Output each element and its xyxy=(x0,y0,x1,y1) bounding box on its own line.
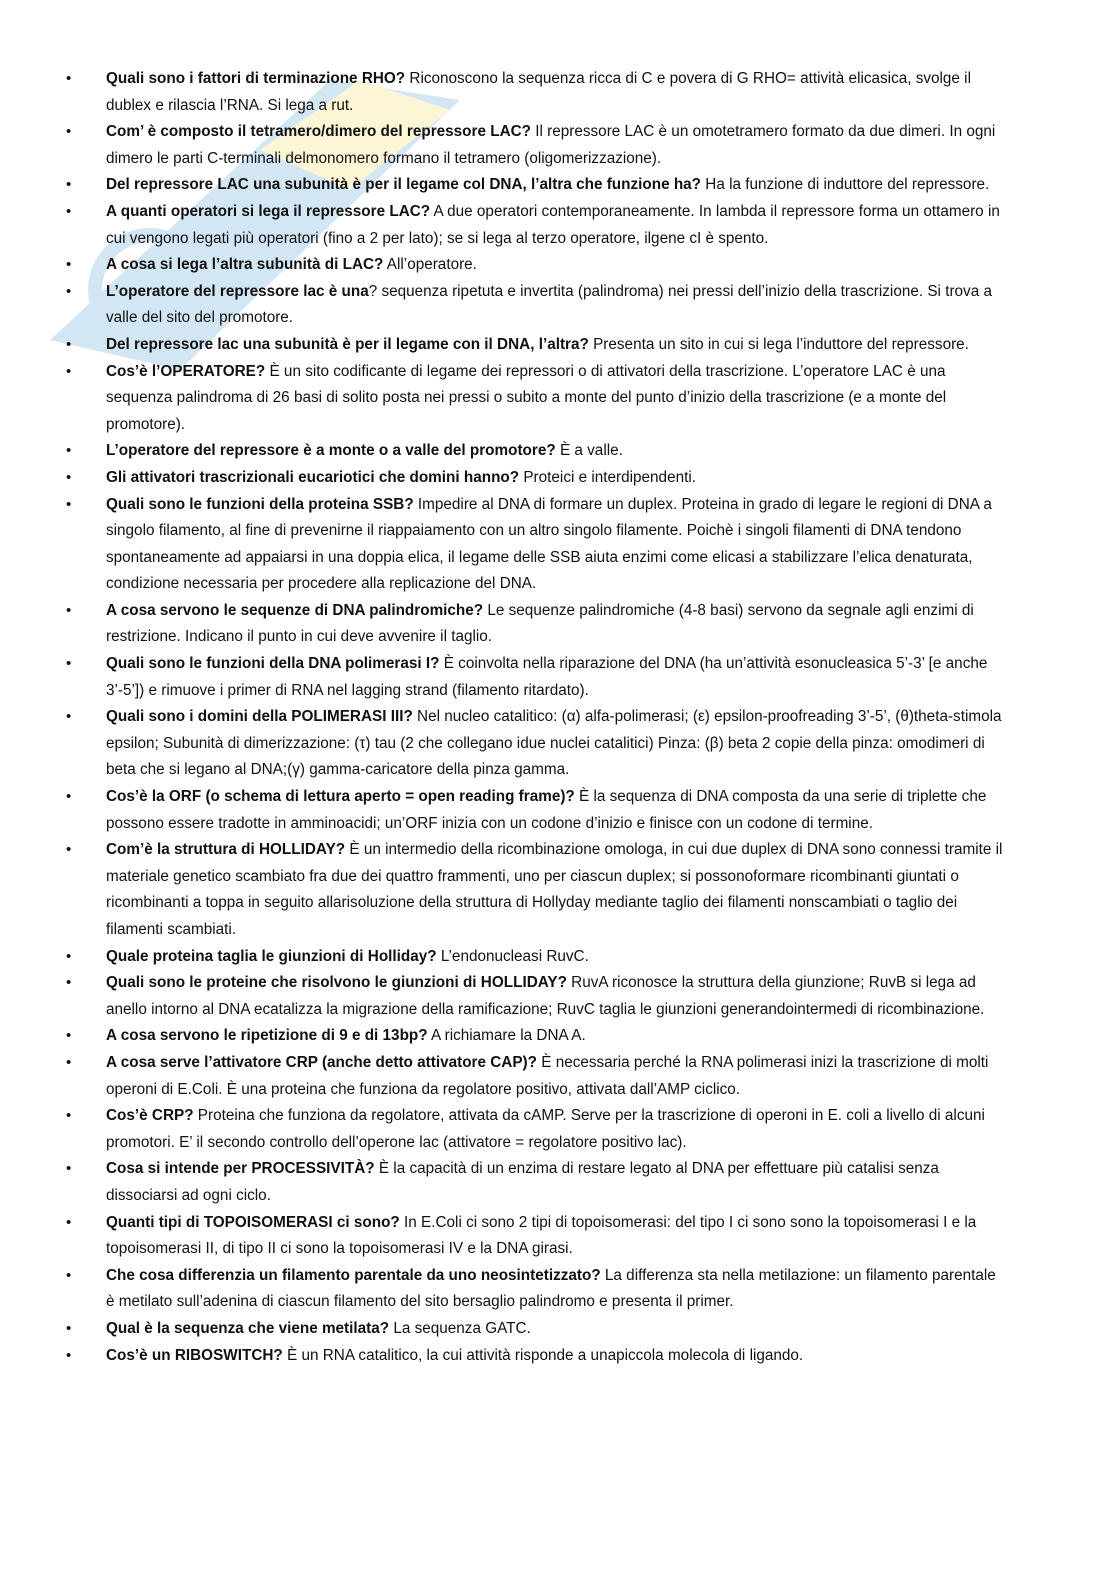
bullet-icon: • xyxy=(66,1319,72,1337)
list-item xyxy=(0,784,1116,837)
question-text: Quali sono le funzioni della DNA polimerasi I? xyxy=(106,655,440,673)
list-item xyxy=(0,598,1116,651)
bullet-icon: • xyxy=(66,788,72,806)
list-item xyxy=(0,66,1116,119)
answer-text: È un sito codificante di legame dei repressori o di attivatori della trascrizione. L’operatore LAC è una sequenza palindroma di 26 basi di solito posta nei pressi o subito a monte del punto d’inizio della trascrizione (e a monte del promotore). xyxy=(106,362,947,433)
list-item xyxy=(0,1343,1116,1370)
answer-text: È necessaria perché la RNA polimerasi inizi la trascrizione di molti operoni di E.Coli. È una proteina che funziona da regolatore positivo, attivata dall’AMP ciclico. xyxy=(106,1053,989,1098)
answer-text: È a valle. xyxy=(555,442,623,460)
question-text: L’operatore del repressore è a monte o a valle del promotore? xyxy=(106,442,556,460)
list-item xyxy=(0,172,1116,199)
answer-text: A richiamare la DNA A. xyxy=(427,1027,586,1045)
list-item xyxy=(0,1210,1116,1263)
bullet-icon: • xyxy=(66,495,72,513)
bullet-icon: • xyxy=(66,947,72,965)
answer-text: RuvA riconosce la struttura della giunzione; RuvB si lega ad anello intorno al DNA ecatalizza la migrazione della ramificazione; RuvC taglia le giunzioni generandointermedi di ricombinazione. xyxy=(106,974,985,1018)
bullet-icon: • xyxy=(66,70,72,87)
list-item xyxy=(0,837,1116,943)
bullet-icon: • xyxy=(66,335,72,353)
list-item xyxy=(0,252,1116,279)
answer-text: Il repressore LAC è un omotetramero formato da due dimeri. In ogni dimero le parti C-terminali delmonomero formano il tetramero (oligomerizzazione). xyxy=(106,123,996,167)
document-page xyxy=(0,66,1116,1369)
bullet-icon: • xyxy=(66,202,72,220)
list-item xyxy=(0,492,1116,598)
answer-text: Presenta un sito in cui si lega l’induttore del repressore. xyxy=(588,335,969,353)
question-text: Quanti tipi di TOPOISOMERASI ci sono? xyxy=(106,1213,400,1231)
question-text: Del repressore LAC una subunità è per il legame col DNA, l’altra che funzione ha? xyxy=(106,176,702,194)
list-item xyxy=(0,1023,1116,1050)
bullet-icon: • xyxy=(66,1346,72,1364)
question-text: A quanti operatori si lega il repressore LAC? xyxy=(106,202,431,220)
question-text: Quali sono le funzioni della proteina SSB? xyxy=(106,495,414,513)
qa-list xyxy=(0,66,1116,1369)
bullet-icon: • xyxy=(66,468,72,486)
bullet-icon: • xyxy=(66,256,72,274)
list-item xyxy=(0,1050,1116,1103)
answer-text: È coinvolta nella riparazione del DNA (ha un’attività esonucleasica 5’-3’ [e anche 3’-5’]) e rimuove i primer di RNA nel lagging strand (filamento ritardato). xyxy=(106,655,988,699)
answer-text: Nel nucleo catalitico: (α) alfa-polimerasi; (ε) epsilon-proofreading 3’-5’, (θ)theta-stimola epsilon; Subunità di dimerizzazione: (τ) tau (2 che collegano idue nuclei catalitici) Pinza: (β) beta 2 copie della pinza: omodimeri di beta che si legano al DNA;(γ) gamma-caricatore della pinza gamma. xyxy=(106,708,1002,779)
question-text: A cosa servono le ripetizione di 9 e di 13bp? xyxy=(106,1027,428,1045)
question-text: A cosa servono le sequenze di DNA palindromiche? xyxy=(106,601,484,619)
answer-text: Impedire al DNA di formare un duplex. Proteina in grado di legare le regioni di DNA a singolo filamento, al fine di prevenirne il riappaiamento con un altro singolo filamente. Poichè i singoli filamenti di DNA tendono spontaneamente ad appaiarsi in una doppia elica, il legame delle SSB aiuta enzimi come elicasi a stabilizzare l’elica denaturata, condizione necessaria per procedere alla replicazione del DNA. xyxy=(106,495,992,593)
list-item xyxy=(0,359,1116,439)
bullet-icon: • xyxy=(66,176,72,194)
answer-text: In E.Coli ci sono 2 tipi di topoisomerasi: del tipo I ci sono sono la topoisomerasi I e la topoisomerasi II, di tipo II ci sono la topoisomerasi IV e la DNA girasi. xyxy=(106,1213,977,1258)
answer-text: Ha la funzione di induttore del repressore. xyxy=(701,176,990,194)
bullet-icon: • xyxy=(66,1213,72,1231)
question-text: Quali sono i domini della POLIMERASI III? xyxy=(106,708,413,726)
list-item xyxy=(0,199,1116,252)
list-item xyxy=(0,1316,1116,1343)
question-text: Quale proteina taglia le giunzioni di Holliday? xyxy=(106,947,437,965)
question-text: Che cosa differenzia un filamento parentale da uno neosintetizzato? xyxy=(106,1266,601,1284)
question-text: Com’è la struttura di HOLLIDAY? xyxy=(106,841,346,859)
bullet-icon: • xyxy=(66,1160,72,1178)
question-text: Del repressore lac una subunità è per il legame con il DNA, l’altra? xyxy=(106,335,589,353)
answer-text: È un intermedio della ricombinazione omologa, in cui due duplex di DNA sono connessi tramite il materiale genetico scambiato fra due dei quattro frammenti, uno per ciascun duplex; si possonoformare ricombinanti giuntati o ricombinanti a toppa in seguito allarisoluzione della struttura di Hollyday mediante taglio dei filamenti nonscambiati o taglio dei filamenti scambiati. xyxy=(106,841,1003,938)
list-item xyxy=(0,465,1116,492)
answer-text: La differenza sta nella metilazione: un filamento parentale è metilato sull’adenina di ciascun filamento del sito bersaglio palindromo e presenta il primer. xyxy=(106,1266,996,1311)
answer-text: È la sequenza di DNA composta da una serie di triplette che possono essere tradotte in amminoacidi; un’ORF inizia con un codone d’inizio e finisce con un codone di termine. xyxy=(106,788,987,832)
bullet-icon: • xyxy=(66,1107,72,1125)
bullet-icon: • xyxy=(66,974,72,992)
question-text: Cos’è CRP? xyxy=(106,1107,194,1125)
list-item xyxy=(0,279,1116,332)
question-text: Quali sono i fattori di terminazione RHO? xyxy=(106,70,406,87)
answer-text: A due operatori contemporaneamente. In lambda il repressore forma un ottamero in cui vengono legati più operatori (fino a 2 per lato); se si lega al terzo operatore, ilgene cI è spento. xyxy=(106,202,1000,247)
answer-text: All’operatore. xyxy=(383,256,477,274)
bullet-icon: • xyxy=(66,708,72,726)
bullet-icon: • xyxy=(66,841,72,859)
question-text: Qual è la sequenza che viene metilata? xyxy=(106,1319,390,1337)
answer-text: L’endonucleasi RuvC. xyxy=(436,947,589,965)
question-text: Cos’è l’OPERATORE? xyxy=(106,362,266,380)
list-item xyxy=(0,438,1116,465)
list-item xyxy=(0,119,1116,172)
question-text: L’operatore del repressore lac è una xyxy=(106,282,369,300)
question-text: Com’ è composto il tetramero/dimero del repressore LAC? xyxy=(106,123,532,141)
bullet-icon: • xyxy=(66,362,72,380)
answer-text: La sequenza GATC. xyxy=(389,1319,531,1337)
bullet-icon: • xyxy=(66,123,72,141)
list-item xyxy=(0,651,1116,704)
answer-text: È un RNA catalitico, la cui attività risponde a unapiccola molecola di ligando. xyxy=(282,1346,804,1364)
list-item xyxy=(0,332,1116,359)
list-item xyxy=(0,944,1116,971)
answer-text: Proteina che funziona da regolatore, attivata da cAMP. Serve per la trascrizione di operoni in E. coli a livello di alcuni promotori. E’ il secondo controllo dell’operone lac (attivatore = regolatore positivo lac). xyxy=(106,1107,985,1151)
bullet-icon: • xyxy=(66,655,72,673)
bullet-icon: • xyxy=(66,442,72,460)
bullet-icon: • xyxy=(66,1053,72,1071)
list-item xyxy=(0,1103,1116,1156)
answer-text: Le sequenze palindromiche (4-8 basi) servono da segnale agli enzimi di restrizione. Indicano il punto in cui deve avvenire il taglio. xyxy=(106,601,974,646)
question-text: Cos’è un RIBOSWITCH? xyxy=(106,1346,283,1364)
list-item xyxy=(0,704,1116,784)
answer-text: Riconoscono la sequenza ricca di C e povera di G RHO= attività elicasica, svolge il dublex e rilascia l’RNA. Si lega a rut. xyxy=(106,70,971,114)
question-text: Gli attivatori trascrizionali eucariotici che domini hanno? xyxy=(106,468,520,486)
question-text: Cosa si intende per PROCESSIVITÀ? xyxy=(106,1160,375,1178)
list-item xyxy=(0,1263,1116,1316)
question-text: A cosa serve l’attivatore CRP (anche detto attivatore CAP)? xyxy=(106,1053,537,1071)
answer-text: È la capacità di un enzima di restare legato al DNA per effettuare più catalisi senza dissociarsi ad ogni ciclo. xyxy=(106,1160,939,1204)
question-text: A cosa si lega l’altra subunità di LAC? xyxy=(106,256,384,274)
bullet-icon: • xyxy=(66,601,72,619)
answer-text: Proteici e interdipendenti. xyxy=(519,468,696,486)
bullet-icon: • xyxy=(66,1266,72,1284)
list-item xyxy=(0,970,1116,1023)
answer-text: ? sequenza ripetuta e invertita (palindroma) nei pressi dell’inizio della trascrizione. Si trova a valle del sito del promotore. xyxy=(106,282,992,327)
list-item xyxy=(0,1156,1116,1209)
question-text: Cos’è la ORF (o schema di lettura aperto = open reading frame)? xyxy=(106,788,575,806)
question-text: Quali sono le proteine che risolvono le giunzioni di HOLLIDAY? xyxy=(106,974,567,992)
bullet-icon: • xyxy=(66,1027,72,1045)
bullet-icon: • xyxy=(66,282,72,300)
